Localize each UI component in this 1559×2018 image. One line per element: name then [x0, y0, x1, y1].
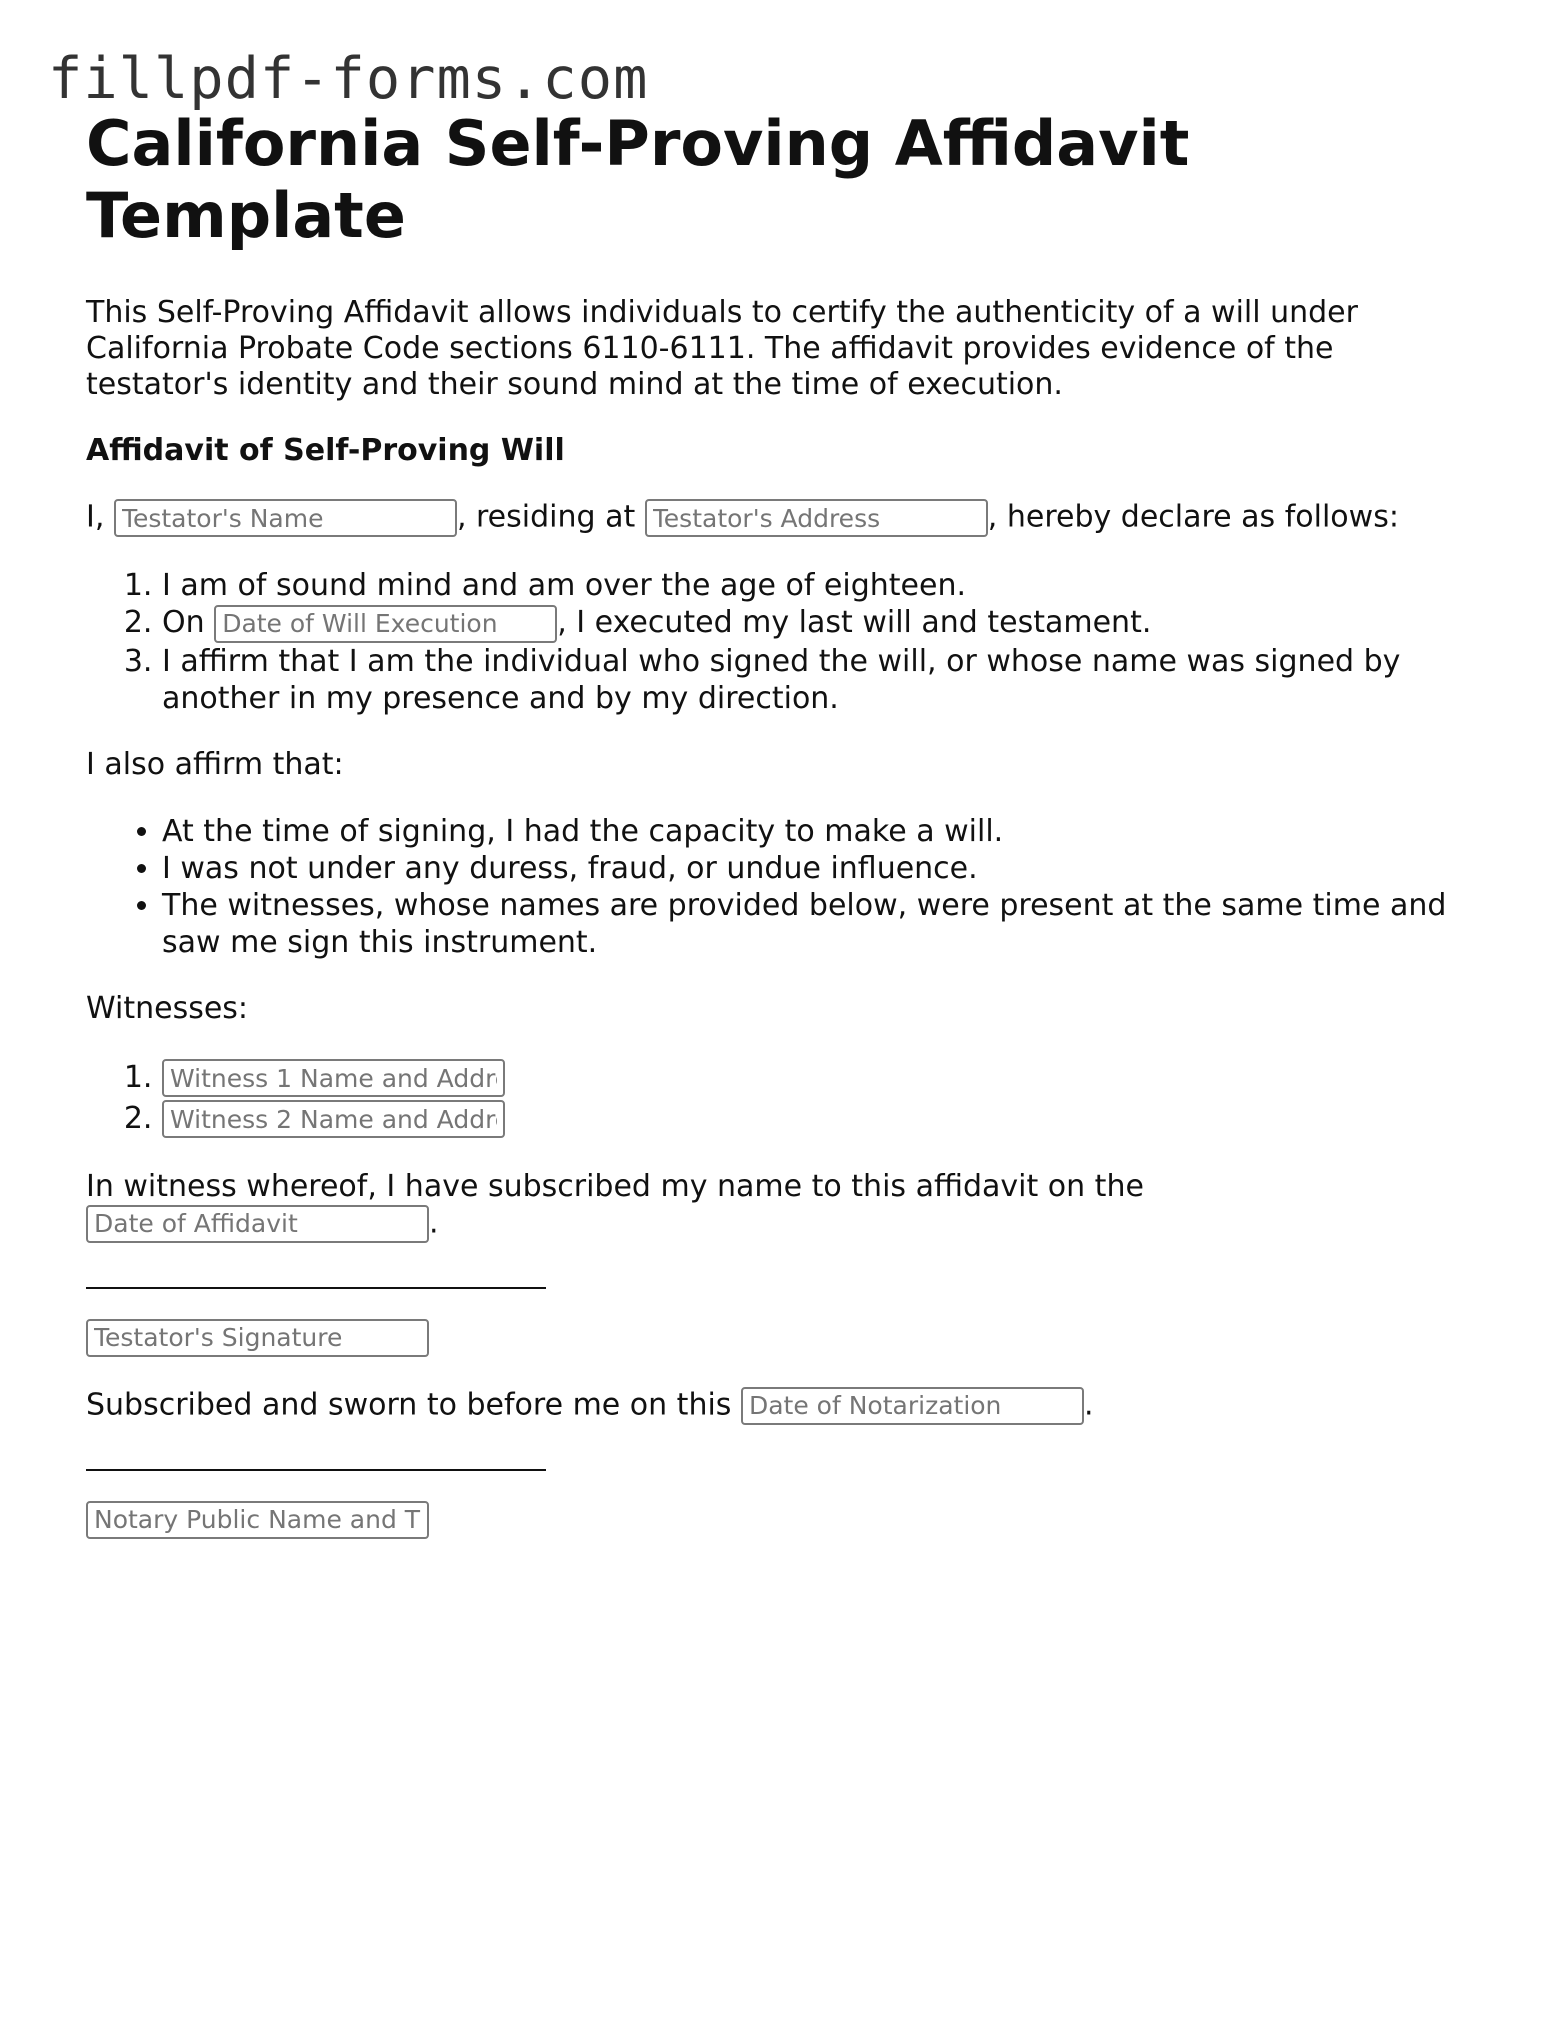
affidavit-date-input[interactable]	[86, 1205, 429, 1243]
will-execution-date-input[interactable]	[214, 605, 557, 643]
witness-1-input[interactable]	[162, 1059, 505, 1097]
notarization-date-input[interactable]	[741, 1387, 1084, 1425]
declaration-line	[86, 499, 1486, 537]
page-title: California Self-Proving Affidavit Template	[86, 107, 1190, 252]
list-item: 3. I affirm that I am the individual who signed the will, or whose name was signed by another in my presence and by my direction.	[162, 643, 1486, 717]
testator-signature-input[interactable]	[86, 1319, 429, 1357]
period: .	[1083, 1387, 1094, 1422]
list-item: 1. I am of sound mind and am over the age of eighteen.	[162, 567, 1486, 604]
list-item: • I was not under any duress, fraud, or undue influence.	[162, 850, 1486, 887]
witnesses-label: Witnesses:	[86, 990, 249, 1026]
item2-suffix: , I executed my last will and testament.	[557, 605, 1152, 640]
declaration-middle: , residing at	[456, 499, 636, 535]
testator-name-input[interactable]	[114, 499, 457, 537]
list-item	[162, 1057, 1486, 1098]
item2-prefix: On	[162, 605, 205, 640]
witness-clause	[86, 1169, 1486, 1243]
list-item	[162, 1098, 1486, 1139]
declaration-list	[86, 567, 1486, 717]
sworn-clause	[86, 1387, 1486, 1425]
affirm-intro: I also affirm that:	[86, 746, 344, 782]
witness-2-input[interactable]	[162, 1100, 505, 1138]
sworn-clause-text: Subscribed and sworn to before me on this	[86, 1387, 732, 1422]
list-item: • The witnesses, whose names are provided below, were present at the same time and saw me sign this instrument.	[162, 887, 1486, 961]
period: .	[429, 1205, 439, 1240]
watermark: fillpdf-forms.com	[48, 46, 649, 112]
document-page	[86, 108, 1486, 1539]
intro-paragraph: This Self-Proving Affidavit allows individuals to certify the authenticity of a will under California Probate Code sections 6110-6111. The affidavit provides evidence of the testator's identity and their sound mind at the time of execution.	[86, 295, 1358, 402]
declaration-suffix: , hereby declare as follows:	[987, 499, 1399, 535]
witness-clause-text: In witness whereof, I have subscribed my name to this affidavit on the	[86, 1168, 1144, 1204]
testator-address-input[interactable]	[645, 499, 988, 537]
notary-signature-line	[86, 1469, 546, 1471]
list-item: • At the time of signing, I had the capacity to make a will.	[162, 813, 1486, 850]
list-item	[162, 604, 1486, 643]
affirm-list	[86, 813, 1486, 961]
witness-list	[86, 1057, 1486, 1139]
notary-name-input[interactable]	[86, 1501, 429, 1539]
declaration-prefix: I,	[86, 499, 105, 535]
testator-signature-line	[86, 1287, 546, 1289]
section-heading: Affidavit of Self-Proving Will	[86, 433, 565, 468]
